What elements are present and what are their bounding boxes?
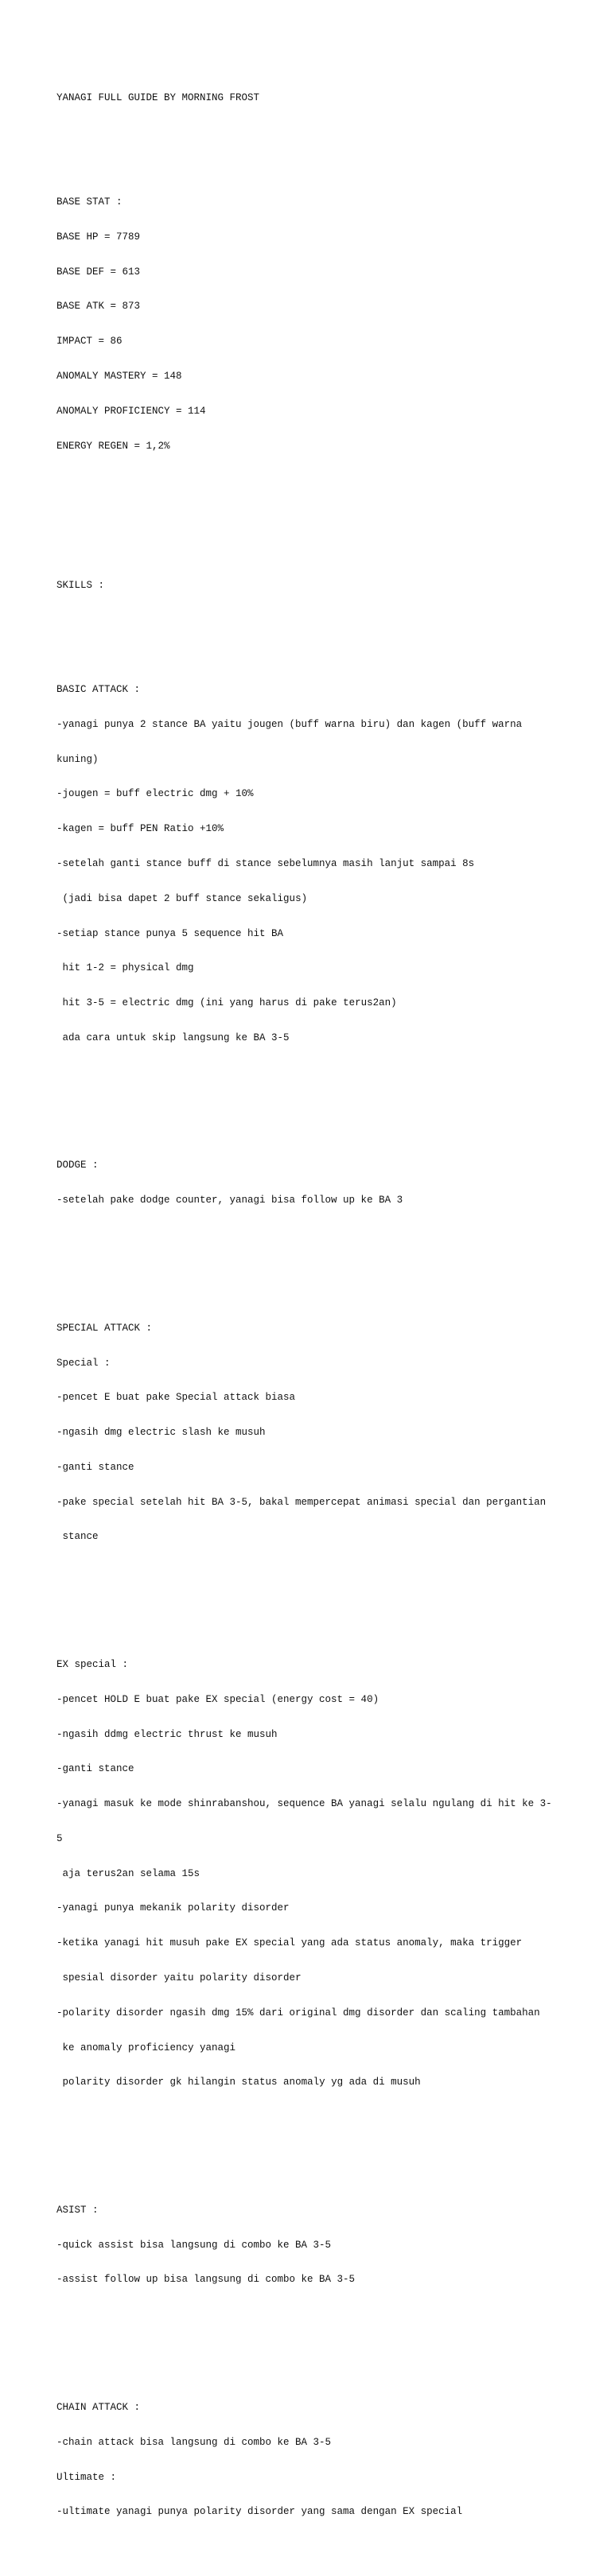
text-line: -setelah pake dodge counter, yanagi bisa follow up ke BA 3 [56,1195,403,1206]
text-line: -yanagi masuk ke mode shinrabanshou, sequence BA yanagi selalu ngulang di hit ke 3- [56,1798,552,1810]
text-line: 5 [56,1832,63,1844]
section-assist [56,2182,566,2310]
section-special-attack [56,1300,566,1567]
section-heading-dodge: DODGE : [56,1160,99,1171]
spacer [56,499,566,511]
text-line: (jadi bisa dapet 2 buff stance sekaligus) [56,892,308,904]
text-line: -yanagi punya mekanik polarity disorder [56,1902,290,1914]
stat-line-atk: BASE ATK = 873 [56,301,141,313]
skills-heading: SKILLS : [56,579,105,591]
spacer [56,2332,566,2344]
text-line: aja terus2an selama 15s [56,1867,200,1879]
stat-line-anomaly-proficiency: ANOMALY PROFICIENCY = 114 [56,405,206,417]
section-dodge [56,1136,566,1230]
subheading-special: Special : [56,1357,111,1369]
text-line: -polarity disorder ngasih dmg 15% dari original dmg disorder dan scaling tambahan [56,2007,540,2018]
section-base-stat [56,173,566,475]
text-line: hit 1-2 = physical dmg [56,962,194,974]
spacer [56,2135,566,2147]
text-line: -jougen = buff electric dmg + 10% [56,788,254,800]
subheading-ultimate: Ultimate : [56,2471,117,2483]
section-ex-special [56,1636,566,2112]
spacer [56,1253,566,1265]
text-line: ada cara untuk skip langsung ke BA 3-5 [56,1032,290,1043]
text-line: -pencet HOLD E buat pake EX special (energy cost = 40) [56,1693,379,1705]
section-heading-special-attack: SPECIAL ATTACK : [56,1322,153,1334]
text-line: -ketika yanagi hit musuh pake EX special yang ada status anomaly, maka trigger [56,1937,523,1949]
text-line: -pencet E buat pake Special attack biasa [56,1392,296,1404]
text-line: -pake special setelah hit BA 3-5, bakal mempercepat animasi special dan pergantian [56,1496,547,1508]
text-line: -chain attack bisa langsung di combo ke BA 3-5 [56,2436,332,2448]
spacer [56,533,566,545]
document-body [56,57,566,2576]
text-line: -ngasih ddmg electric thrust ke musuh [56,1728,278,1740]
section-basic-attack [56,661,566,1067]
text-line: -ganti stance [56,1461,134,1473]
spacer [56,615,566,627]
stat-line-energy-regen: ENERGY REGEN = 1,2% [56,440,170,452]
stat-line-hp: BASE HP = 7789 [56,231,141,243]
section-chain-attack [56,2379,566,2541]
text-line: -ngasih dmg electric slash ke musuh [56,1427,266,1439]
section-heading-base-stat: BASE STAT : [56,196,123,208]
stat-line-def: BASE DEF = 613 [56,266,141,278]
text-line: -ganti stance [56,1763,134,1775]
stat-line-impact: IMPACT = 86 [56,336,123,348]
spacer [56,1589,566,1601]
section-heading-assist: ASIST : [56,2204,99,2216]
text-line: kuning) [56,753,99,765]
text-line: hit 3-5 = electric dmg (ini yang harus di pake terus2an) [56,997,397,1009]
spacer [56,1090,566,1102]
document-title: YANAGI FULL GUIDE BY MORNING FROST [56,91,260,103]
text-line: stance [56,1531,99,1543]
text-line: spesial disorder yaitu polarity disorder [56,1972,302,1983]
subheading-ex-special: EX special : [56,1658,129,1670]
text-line: -setelah ganti stance buff di stance sebelumnya masih lanjut sampai 8s [56,857,475,869]
text-line: -kagen = buff PEN Ratio +10% [56,823,224,835]
section-heading-chain-attack: CHAIN ATTACK : [56,2401,141,2413]
text-line: -yanagi punya 2 stance BA yaitu jougen (buff warna biru) dan kagen (buff warna [56,718,523,730]
text-line: -setiap stance punya 5 sequence hit BA [56,927,284,939]
text-line: -quick assist bisa langsung di combo ke BA 3-5 [56,2239,332,2251]
text-line: polarity disorder gk hilangin status anomaly yg ada di musuh [56,2077,421,2088]
stat-line-anomaly-mastery: ANOMALY MASTERY = 148 [56,371,182,383]
text-line: -assist follow up bisa langsung di combo ke BA 3-5 [56,2274,356,2286]
spacer [56,127,566,139]
text-line: ke anomaly proficiency yanagi [56,2042,236,2053]
text-line: -ultimate yanagi punya polarity disorder yang sama dengan EX special [56,2506,463,2518]
section-heading-basic-attack: BASIC ATTACK : [56,684,141,696]
